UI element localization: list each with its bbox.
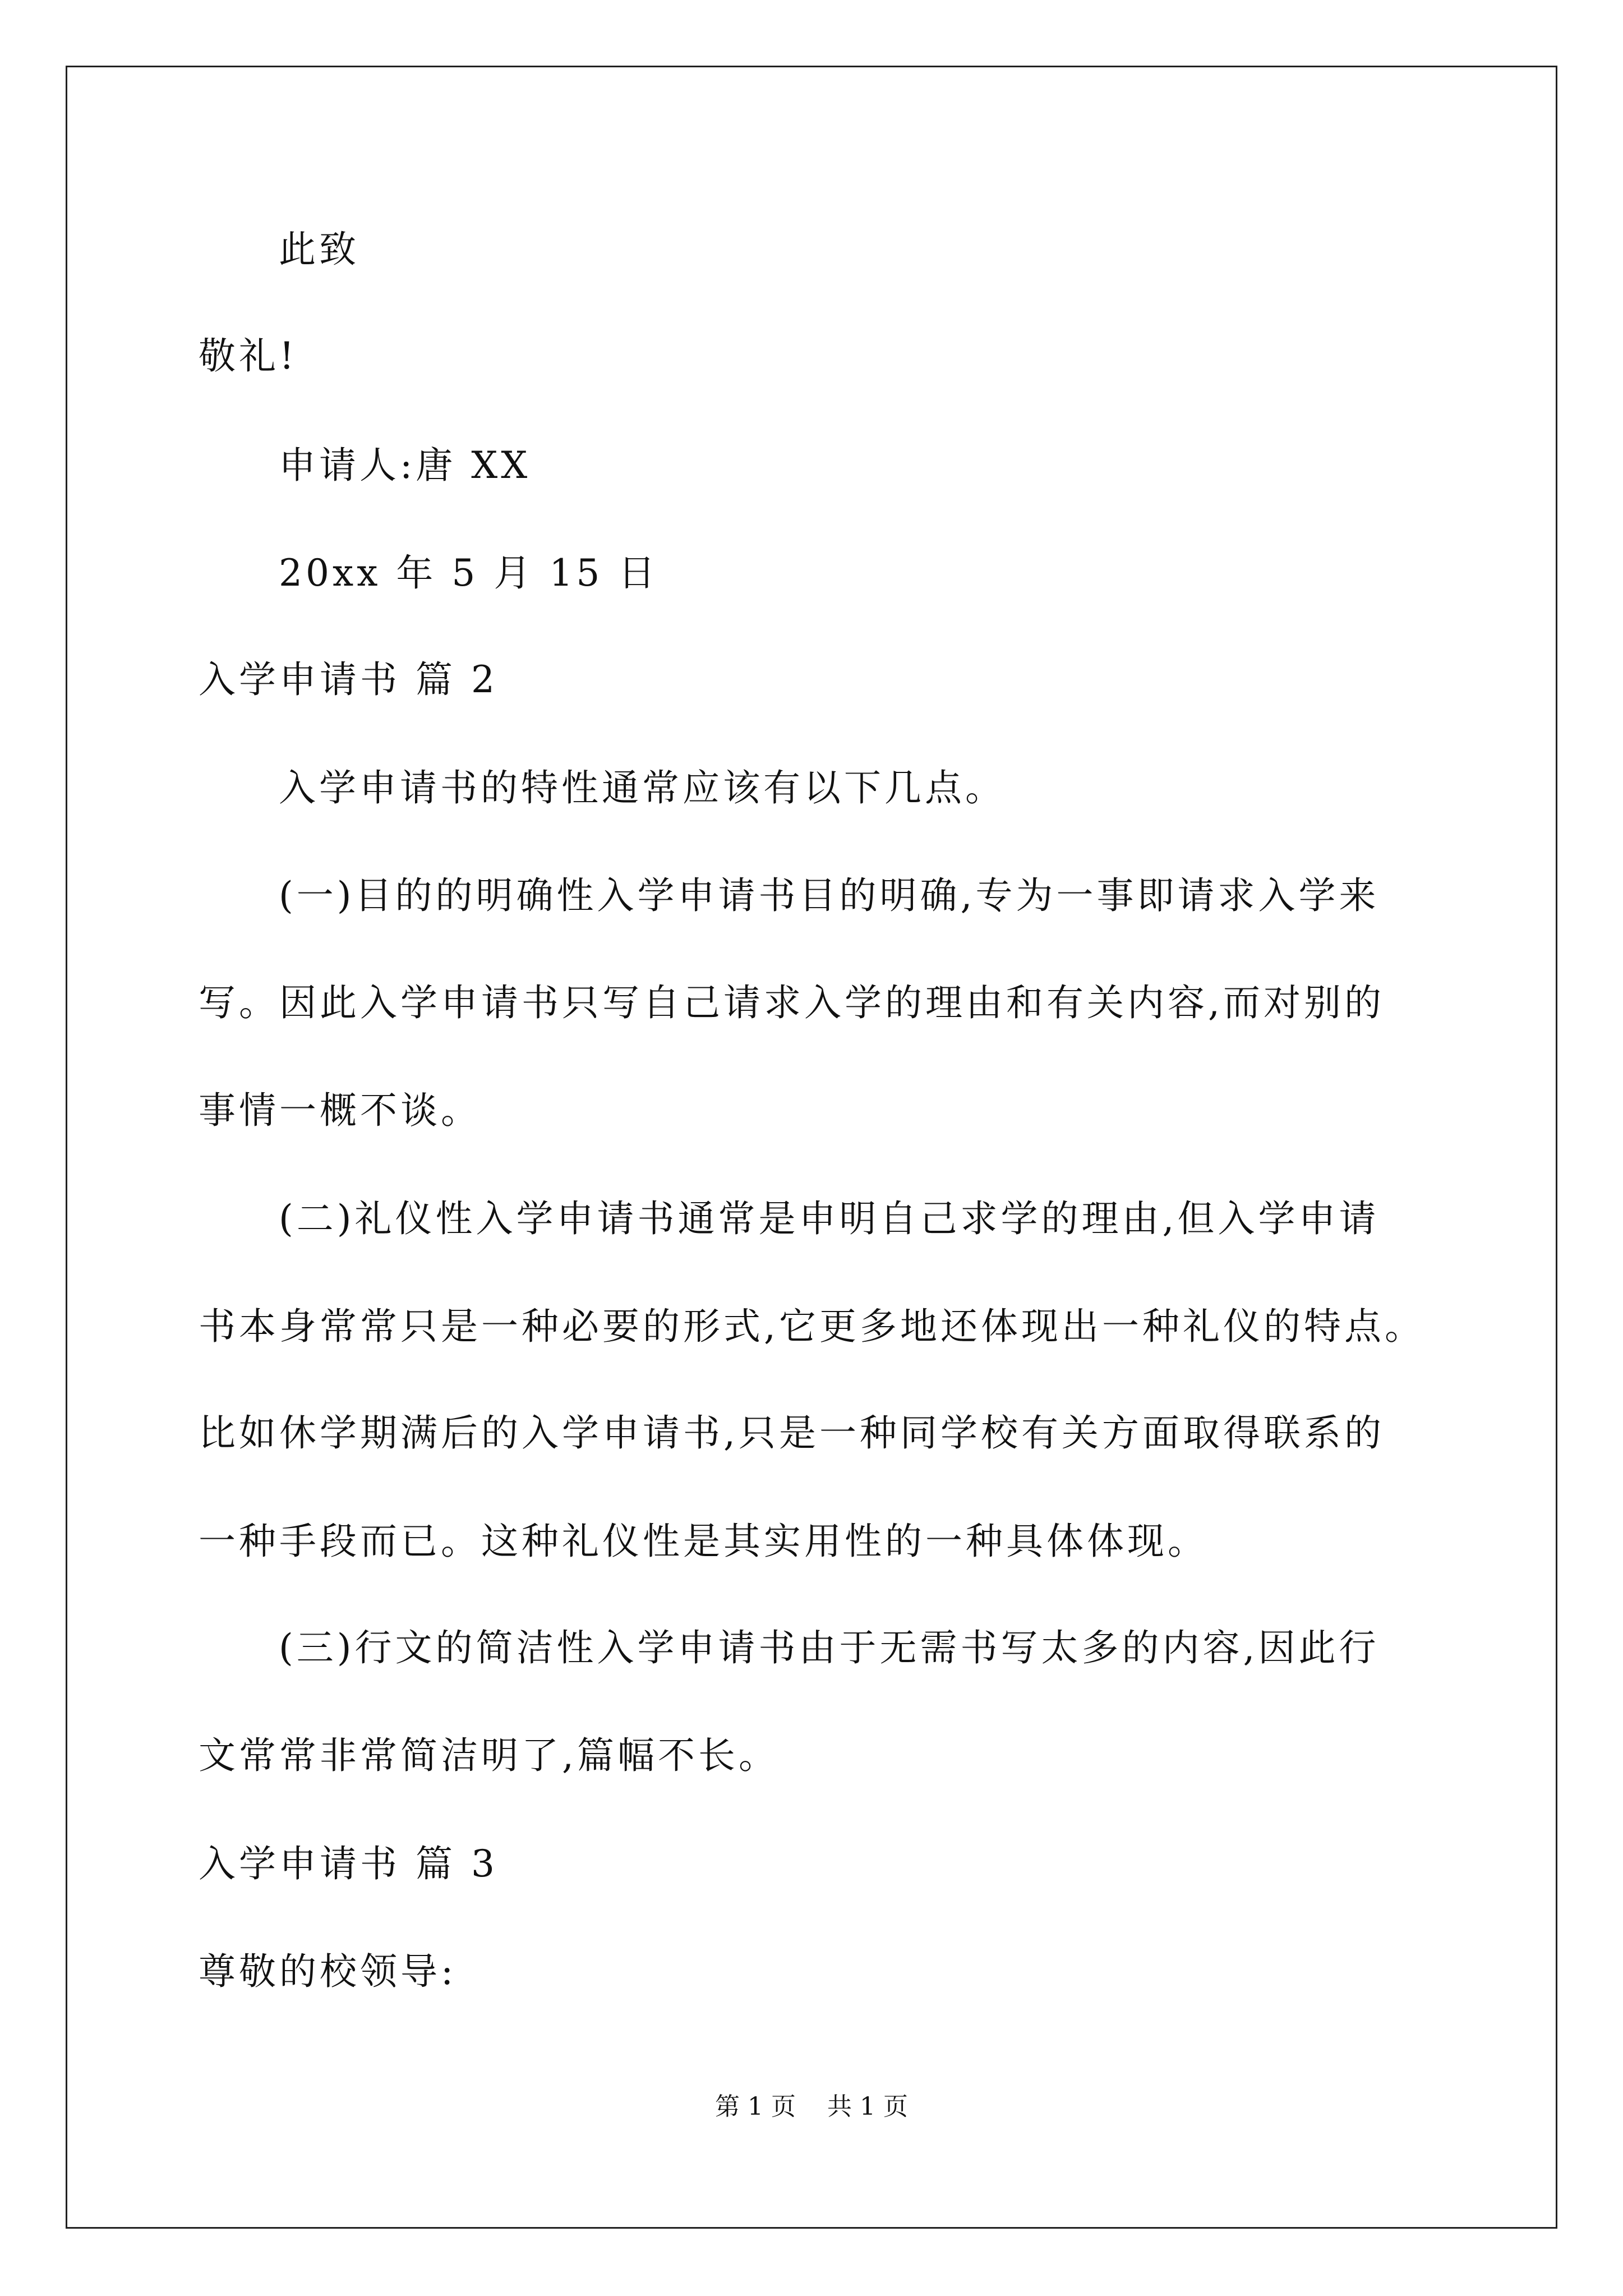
body-paragraph-line: 一种手段而已。这种礼仪性是其实用性的一种具体体现。 bbox=[199, 1520, 1208, 1563]
body-paragraph-line: 写。因此入学申请书只写自己请求入学的理由和有关内容,而对别的 bbox=[199, 981, 1385, 1024]
body-paragraph-line: (二)礼仪性入学申请书通常是申明自己求学的理由,但入学申请 bbox=[279, 1197, 1380, 1240]
application-date: 20xx 年 5 月 15 日 bbox=[279, 551, 659, 595]
section-heading-3: 入学申请书 篇 3 bbox=[199, 1842, 498, 1885]
closing-salutation: 此致 bbox=[279, 228, 359, 271]
body-paragraph-line: 事情一概不谈。 bbox=[199, 1089, 481, 1132]
page-total: 共 1 页 bbox=[827, 2092, 908, 2121]
body-paragraph-line: 入学申请书的特性通常应该有以下几点。 bbox=[279, 766, 1006, 809]
body-paragraph-line: 书本身常常只是一种必要的形式,它更多地还体现出一种礼仪的特点。 bbox=[199, 1305, 1425, 1348]
applicant-signature: 申请人:唐 XX bbox=[279, 444, 531, 487]
page-footer bbox=[0, 2091, 1623, 2123]
closing-respect: 敬礼! bbox=[199, 334, 298, 378]
body-paragraph-line: 文常常非常简洁明了,篇幅不长。 bbox=[199, 1734, 779, 1777]
body-paragraph-line: 比如休学期满后的入学申请书,只是一种同学校有关方面取得联系的 bbox=[199, 1411, 1385, 1455]
greeting-line: 尊敬的校领导: bbox=[199, 1950, 457, 1993]
body-paragraph-line: (三)行文的简洁性入学申请书由于无需书写太多的内容,因此行 bbox=[279, 1626, 1380, 1669]
section-heading-2: 入学申请书 篇 2 bbox=[199, 658, 498, 701]
body-paragraph-line: (一)目的的明确性入学申请书目的明确,专为一事即请求入学来 bbox=[279, 874, 1380, 917]
page-number: 第 1 页 bbox=[715, 2092, 796, 2121]
page-border bbox=[66, 66, 1557, 2229]
